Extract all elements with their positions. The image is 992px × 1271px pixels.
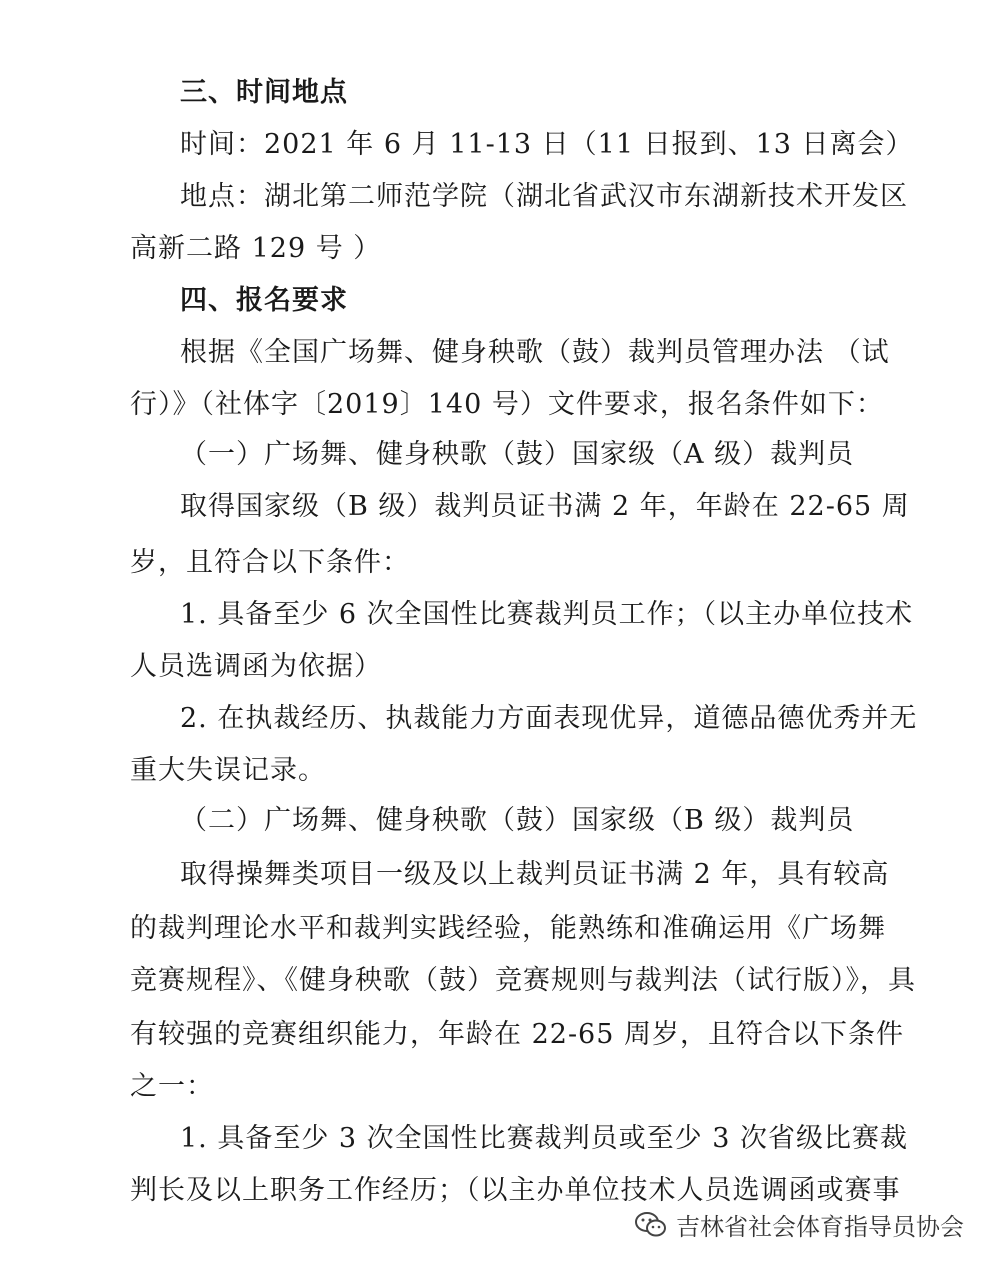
subsection-heading-a-level: （一）广场舞、健身秧歌（鼓）国家级（A 级）裁判员 [180,439,855,470]
list-item-line: 2. 在执裁经历、执裁能力方面表现优异，道德品德优秀并无 [180,703,918,734]
section-heading-registration: 四、报名要求 [180,285,348,316]
paragraph-line: 行）》（社体字〔2019〕140 号）文件要求，报名条件如下： [130,389,884,420]
list-item-line: 重大失误记录。 [130,755,326,786]
paragraph-line: 时间：2021 年 6 月 11-13 日（11 日报到、13 日离会） [180,129,914,160]
section-heading-time-place: 三、时间地点 [180,77,348,108]
paragraph-line: 地点：湖北第二师范学院（湖北省武汉市东湖新技术开发区 [180,181,908,212]
paragraph-line: 高新二路 129 号 ） [130,233,382,264]
paragraph-line: 取得国家级（B 级）裁判员证书满 2 年，年龄在 22-65 周 [180,491,910,522]
paragraph-line: 的裁判理论水平和裁判实践经验，能熟练和准确运用《广场舞 [130,913,886,944]
paragraph-line: 根据《全国广场舞、健身秧歌（鼓）裁判员管理办法 （试 [180,337,890,368]
paragraph-line: 之一： [130,1071,214,1102]
paragraph-line: 竞赛规程》、《健身秧歌（鼓）竞赛规则与裁判法（试行版）》，具 [130,965,916,996]
list-item-line: 1. 具备至少 3 次全国性比赛裁判员或至少 3 次省级比赛裁 [180,1123,909,1154]
list-item-line: 人员选调函为依据） [130,651,382,682]
wechat-watermark [634,1207,964,1242]
paragraph-line: 岁，且符合以下条件： [130,547,410,578]
list-item-line: 判长及以上职务工作经历；（以主办单位技术人员选调函或赛事 [130,1175,901,1206]
paragraph-line: 有较强的竞赛组织能力，年龄在 22-65 周岁，且符合以下条件 [130,1019,904,1050]
subsection-heading-b-level: （二）广场舞、健身秧歌（鼓）国家级（B 级）裁判员 [180,805,855,836]
list-item-line: 1. 具备至少 6 次全国性比赛裁判员工作；（以主办单位技术 [180,599,914,630]
watermark-text: 吉林省社会体育指导员协会 [676,1213,964,1241]
paragraph-line: 取得操舞类项目一级及以上裁判员证书满 2 年，具有较高 [180,859,890,890]
wechat-icon [634,1210,668,1240]
